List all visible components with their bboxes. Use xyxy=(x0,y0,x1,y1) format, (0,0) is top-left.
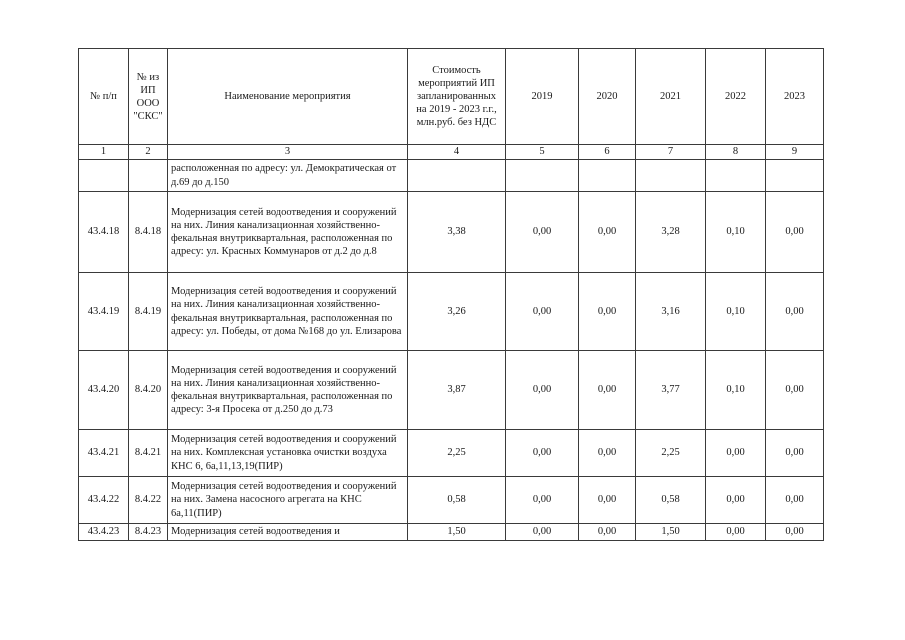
cell-ip-number: 8.4.18 xyxy=(129,192,168,273)
cell-2023: 0,00 xyxy=(766,192,824,273)
cell-2022: 0,00 xyxy=(706,430,766,477)
cell-2020: 0,00 xyxy=(579,430,636,477)
cell-ip-number: 8.4.20 xyxy=(129,351,168,430)
investment-table xyxy=(78,48,824,541)
header-cell-2020: 2020 xyxy=(579,49,636,145)
cell-2021: 1,50 xyxy=(636,524,706,541)
cell-name: расположенная по адресу: ул. Демократическая от д.69 до д.150 xyxy=(168,160,408,192)
cell-2022: 0,00 xyxy=(706,477,766,524)
cell-2019: 0,00 xyxy=(506,524,579,541)
header-cell-2021: 2021 xyxy=(636,49,706,145)
cell-2023 xyxy=(766,160,824,192)
header-cell-index: № п/п xyxy=(79,49,129,145)
cell-2021: 2,25 xyxy=(636,430,706,477)
cell-2023: 0,00 xyxy=(766,351,824,430)
cell-name: Модернизация сетей водоотведения и xyxy=(168,524,408,541)
cell-2022: 0,00 xyxy=(706,524,766,541)
cell-cost: 1,50 xyxy=(408,524,506,541)
header-cell-2023: 2023 xyxy=(766,49,824,145)
cell-2021: 3,77 xyxy=(636,351,706,430)
header-cell-name: Наименование мероприятия xyxy=(168,49,408,145)
cell-index: 43.4.20 xyxy=(79,351,129,430)
cell-name: Модернизация сетей водоотведения и сооружений на них. Замена насосного агрегата на КНС 6а,11(ПИР) xyxy=(168,477,408,524)
cell-ip-number: 8.4.21 xyxy=(129,430,168,477)
cell-2020: 0,00 xyxy=(579,524,636,541)
cell-2019: 0,00 xyxy=(506,430,579,477)
cell-2020: 0,00 xyxy=(579,477,636,524)
cell-2022: 0,10 xyxy=(706,273,766,351)
cell-2022: 0,10 xyxy=(706,351,766,430)
cell-name: Модернизация сетей водоотведения и сооружений на них. Линия канализационная хозяйственно-фекальная внутриквартальная, расположенная по адресу: ул. Красных Коммунаров от д.2 до д.8 xyxy=(168,192,408,273)
cell-cost: 2,25 xyxy=(408,430,506,477)
cell-2020: 0,00 xyxy=(579,192,636,273)
cell-name: Модернизация сетей водоотведения и сооружений на них. Комплексная установка очистки воздуха КНС 6, 6а,11,13,19(ПИР) xyxy=(168,430,408,477)
cell-cost: 3,26 xyxy=(408,273,506,351)
cell-index: 43.4.22 xyxy=(79,477,129,524)
cell-index xyxy=(79,160,129,192)
cell-2021: 3,28 xyxy=(636,192,706,273)
cell-2020 xyxy=(579,160,636,192)
cell-2022: 0,10 xyxy=(706,192,766,273)
cell-2019: 0,00 xyxy=(506,351,579,430)
column-number: 7 xyxy=(636,145,706,160)
column-number: 2 xyxy=(129,145,168,160)
cell-cost xyxy=(408,160,506,192)
cell-2023: 0,00 xyxy=(766,477,824,524)
cell-cost: 3,87 xyxy=(408,351,506,430)
cell-cost: 3,38 xyxy=(408,192,506,273)
header-cell-cost: Стоимость мероприятий ИП запланированных на 2019 - 2023 г.г., млн.руб. без НДС xyxy=(408,49,506,145)
cell-index: 43.4.21 xyxy=(79,430,129,477)
column-number: 6 xyxy=(579,145,636,160)
cell-2021: 3,16 xyxy=(636,273,706,351)
column-number: 4 xyxy=(408,145,506,160)
cell-ip-number: 8.4.19 xyxy=(129,273,168,351)
table-row xyxy=(79,160,824,192)
header-cell-2019: 2019 xyxy=(506,49,579,145)
cell-2019: 0,00 xyxy=(506,477,579,524)
cell-name: Модернизация сетей водоотведения и сооружений на них. Линия канализационная хозяйственно-фекальная внутриквартальная, расположенная по адресу: ул. Победы, от дома №168 до ул. Елизарова xyxy=(168,273,408,351)
cell-index: 43.4.19 xyxy=(79,273,129,351)
header-cell-ip-number: № из ИП ООО "СКС" xyxy=(129,49,168,145)
header-cell-2022: 2022 xyxy=(706,49,766,145)
cell-index: 43.4.23 xyxy=(79,524,129,541)
cell-2019 xyxy=(506,160,579,192)
cell-cost: 0,58 xyxy=(408,477,506,524)
table-row xyxy=(79,351,824,430)
table-row xyxy=(79,430,824,477)
cell-ip-number xyxy=(129,160,168,192)
cell-2023: 0,00 xyxy=(766,524,824,541)
cell-2020: 0,00 xyxy=(579,351,636,430)
table-row xyxy=(79,273,824,351)
column-number: 8 xyxy=(706,145,766,160)
cell-2023: 0,00 xyxy=(766,430,824,477)
column-number: 9 xyxy=(766,145,824,160)
column-number-row xyxy=(79,145,824,160)
cell-2019: 0,00 xyxy=(506,192,579,273)
column-number: 3 xyxy=(168,145,408,160)
cell-2019: 0,00 xyxy=(506,273,579,351)
table-row xyxy=(79,524,824,541)
cell-2022 xyxy=(706,160,766,192)
cell-2020: 0,00 xyxy=(579,273,636,351)
cell-name: Модернизация сетей водоотведения и сооружений на них. Линия канализационная хозяйственно-фекальная внутриквартальная, расположенная по адресу: 3-я Просека от д.250 до д.73 xyxy=(168,351,408,430)
table-row xyxy=(79,477,824,524)
cell-2023: 0,00 xyxy=(766,273,824,351)
column-number: 1 xyxy=(79,145,129,160)
table-row xyxy=(79,192,824,273)
cell-ip-number: 8.4.23 xyxy=(129,524,168,541)
cell-ip-number: 8.4.22 xyxy=(129,477,168,524)
cell-index: 43.4.18 xyxy=(79,192,129,273)
cell-2021: 0,58 xyxy=(636,477,706,524)
cell-2021 xyxy=(636,160,706,192)
header-row xyxy=(79,49,824,145)
column-number: 5 xyxy=(506,145,579,160)
